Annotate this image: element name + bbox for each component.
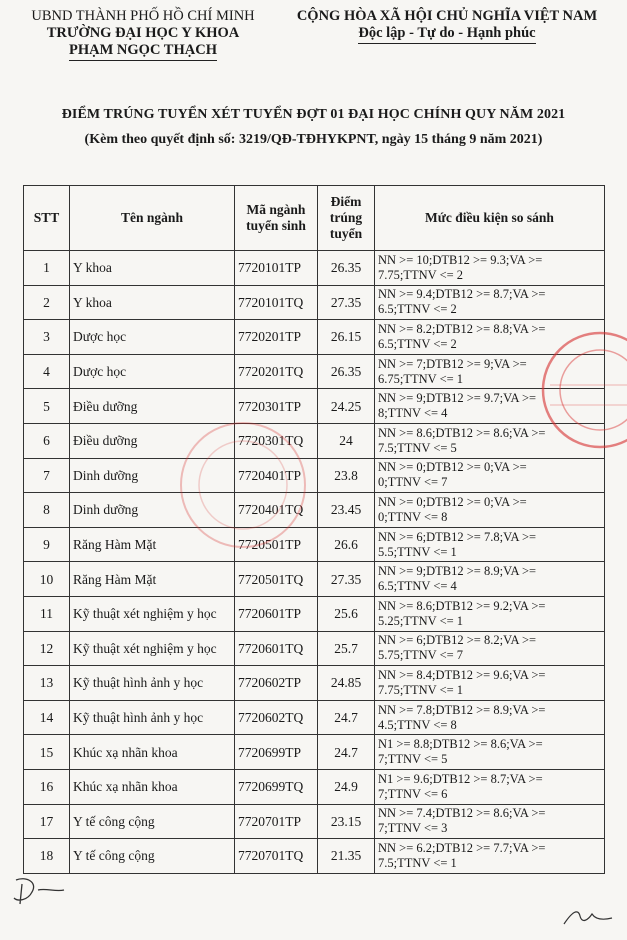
row-stt: 2 <box>24 285 70 320</box>
row-program-code: 7720301TP <box>235 389 318 424</box>
row-program-code: 7720501TP <box>235 527 318 562</box>
issuer-line-2: TRƯỜNG ĐẠI HỌC Y KHOA <box>46 25 240 41</box>
table-row <box>24 596 605 631</box>
row-stt: 3 <box>24 320 70 355</box>
table-row <box>24 839 605 874</box>
row-condition <box>375 354 605 389</box>
row-stt: 8 <box>24 493 70 528</box>
condition-line-1: NN >= 8.6;DTB12 >= 9.2;VA >= <box>378 598 546 613</box>
table-row <box>24 562 605 597</box>
row-program-code: 7720301TQ <box>235 423 318 458</box>
row-condition <box>375 389 605 424</box>
row-cutoff-score: 26.15 <box>318 320 375 355</box>
row-program-name: Y tế công cộng <box>70 804 235 839</box>
condition-line-1: NN >= 9.4;DTB12 >= 8.7;VA >= <box>378 287 546 302</box>
condition-line-1: NN >= 8.2;DTB12 >= 8.8;VA >= <box>378 321 546 336</box>
condition-line-2: 5.75;TTNV <= 7 <box>378 648 464 663</box>
row-cutoff-score: 21.35 <box>318 839 375 874</box>
condition-line-2: 8;TTNV <= 4 <box>378 406 448 421</box>
row-stt: 12 <box>24 631 70 666</box>
row-cutoff-score: 24.7 <box>318 700 375 735</box>
table-row <box>24 769 605 804</box>
issuer-line-3: PHẠM NGỌC THẠCH <box>69 42 217 61</box>
condition-line-1: NN >= 9;DTB12 >= 9.7;VA >= <box>378 391 537 406</box>
row-cutoff-score: 23.45 <box>318 493 375 528</box>
row-program-code: 7720101TQ <box>235 285 318 320</box>
row-cutoff-score: 24.25 <box>318 389 375 424</box>
table-row <box>24 735 605 770</box>
row-condition <box>375 562 605 597</box>
row-program-code: 7720602TQ <box>235 700 318 735</box>
condition-line-2: 7;TTNV <= 5 <box>378 752 448 767</box>
row-cutoff-score: 26.6 <box>318 527 375 562</box>
row-program-name: Y khoa <box>70 285 235 320</box>
national-title: CỘNG HÒA XÃ HỘI CHỦ NGHĨA VIỆT NAM <box>296 8 598 24</box>
row-cutoff-score: 26.35 <box>318 251 375 286</box>
condition-line-2: 0;TTNV <= 8 <box>378 509 448 524</box>
row-cutoff-score: 27.35 <box>318 285 375 320</box>
row-program-name: Điều dưỡng <box>70 389 235 424</box>
condition-line-2: 6.5;TTNV <= 4 <box>378 579 457 594</box>
row-condition <box>375 666 605 701</box>
admission-score-table <box>23 185 605 874</box>
row-stt: 17 <box>24 804 70 839</box>
condition-line-2: 7;TTNV <= 3 <box>378 821 448 836</box>
row-condition <box>375 493 605 528</box>
national-header <box>282 8 612 44</box>
row-program-name: Kỹ thuật hình ảnh y học <box>70 666 235 701</box>
row-condition <box>375 631 605 666</box>
row-condition <box>375 251 605 286</box>
condition-line-1: NN >= 6;DTB12 >= 7.8;VA >= <box>378 529 537 544</box>
row-program-code: 7720701TQ <box>235 839 318 874</box>
condition-line-2: 0;TTNV <= 7 <box>378 475 448 490</box>
col-header-condition: Mức điều kiện so sánh <box>375 186 605 251</box>
row-program-name: Dược học <box>70 354 235 389</box>
row-program-name: Kỹ thuật hình ảnh y học <box>70 700 235 735</box>
row-condition <box>375 804 605 839</box>
table-row <box>24 666 605 701</box>
row-program-code: 7720401TP <box>235 458 318 493</box>
condition-line-2: 7.75;TTNV <= 1 <box>378 682 464 697</box>
table-row <box>24 251 605 286</box>
row-cutoff-score: 27.35 <box>318 562 375 597</box>
row-cutoff-score: 25.6 <box>318 596 375 631</box>
row-stt: 15 <box>24 735 70 770</box>
row-program-name: Dinh dưỡng <box>70 493 235 528</box>
row-stt: 4 <box>24 354 70 389</box>
table-row <box>24 527 605 562</box>
row-stt: 6 <box>24 423 70 458</box>
condition-line-1: NN >= 6;DTB12 >= 8.2;VA >= <box>378 633 537 648</box>
condition-line-1: NN >= 8.4;DTB12 >= 9.6;VA >= <box>378 667 546 682</box>
table-row <box>24 423 605 458</box>
condition-line-1: NN >= 0;DTB12 >= 0;VA >= <box>378 494 527 509</box>
row-stt: 5 <box>24 389 70 424</box>
row-condition <box>375 285 605 320</box>
row-cutoff-score: 23.15 <box>318 804 375 839</box>
table-header-row <box>24 186 605 251</box>
row-condition <box>375 527 605 562</box>
row-program-code: 7720699TQ <box>235 769 318 804</box>
condition-line-1: NN >= 7;DTB12 >= 9;VA >= <box>378 356 527 371</box>
row-program-name: Dinh dưỡng <box>70 458 235 493</box>
row-condition <box>375 596 605 631</box>
row-cutoff-score: 24.9 <box>318 769 375 804</box>
table-row <box>24 700 605 735</box>
condition-line-1: NN >= 10;DTB12 >= 9.3;VA >= <box>378 252 543 267</box>
condition-line-1: N1 >= 8.8;DTB12 >= 8.6;VA >= <box>378 737 543 752</box>
issuer-header <box>12 8 274 61</box>
row-program-name: Kỹ thuật xét nghiệm y học <box>70 596 235 631</box>
table-row <box>24 631 605 666</box>
row-stt: 7 <box>24 458 70 493</box>
row-program-name: Khúc xạ nhãn khoa <box>70 769 235 804</box>
row-program-name: Kỹ thuật xét nghiệm y học <box>70 631 235 666</box>
row-condition <box>375 769 605 804</box>
condition-line-2: 5.5;TTNV <= 1 <box>378 544 457 559</box>
row-program-name: Điều dưỡng <box>70 423 235 458</box>
row-program-name: Dược học <box>70 320 235 355</box>
national-motto: Độc lập - Tự do - Hạnh phúc <box>358 25 535 44</box>
document-subtitle: (Kèm theo quyết định số: 3219/QĐ-TĐHYKPNT, ngày 15 tháng 9 năm 2021) <box>84 132 543 147</box>
table-row <box>24 493 605 528</box>
row-stt: 13 <box>24 666 70 701</box>
row-stt: 18 <box>24 839 70 874</box>
col-header-code: Mã ngành tuyển sinh <box>235 186 318 251</box>
row-cutoff-score: 24.85 <box>318 666 375 701</box>
table-row <box>24 804 605 839</box>
row-stt: 1 <box>24 251 70 286</box>
row-program-code: 7720501TQ <box>235 562 318 597</box>
row-condition <box>375 735 605 770</box>
row-program-code: 7720601TQ <box>235 631 318 666</box>
row-program-code: 7720601TP <box>235 596 318 631</box>
condition-line-2: 6.5;TTNV <= 2 <box>378 302 457 317</box>
condition-line-2: 5.25;TTNV <= 1 <box>378 613 464 628</box>
col-header-stt: STT <box>24 186 70 251</box>
row-program-name: Răng Hàm Mặt <box>70 527 235 562</box>
row-program-name: Khúc xạ nhãn khoa <box>70 735 235 770</box>
row-program-name: Y khoa <box>70 251 235 286</box>
row-program-name: Y tế công cộng <box>70 839 235 874</box>
row-program-code: 7720701TP <box>235 804 318 839</box>
issuer-line-1: UBND THÀNH PHỐ HỒ CHÍ MINH <box>31 8 255 24</box>
col-header-score: Điểm trúng tuyển <box>318 186 375 251</box>
signature-left-icon <box>8 870 68 910</box>
table-row <box>24 389 605 424</box>
row-cutoff-score: 24 <box>318 423 375 458</box>
row-program-code: 7720602TP <box>235 666 318 701</box>
condition-line-2: 6.5;TTNV <= 2 <box>378 336 457 351</box>
condition-line-1: NN >= 7.4;DTB12 >= 8.6;VA >= <box>378 806 546 821</box>
signature-right-icon <box>560 902 615 932</box>
row-program-code: 7720401TQ <box>235 493 318 528</box>
row-stt: 16 <box>24 769 70 804</box>
row-cutoff-score: 26.35 <box>318 354 375 389</box>
row-condition <box>375 423 605 458</box>
condition-line-2: 7.5;TTNV <= 5 <box>378 440 457 455</box>
row-stt: 9 <box>24 527 70 562</box>
row-program-code: 7720201TP <box>235 320 318 355</box>
table-row <box>24 285 605 320</box>
row-stt: 11 <box>24 596 70 631</box>
row-condition <box>375 700 605 735</box>
condition-line-1: NN >= 7.8;DTB12 >= 8.9;VA >= <box>378 702 546 717</box>
row-condition <box>375 320 605 355</box>
row-program-name: Răng Hàm Mặt <box>70 562 235 597</box>
condition-line-1: NN >= 9;DTB12 >= 8.9;VA >= <box>378 564 537 579</box>
row-program-code: 7720699TP <box>235 735 318 770</box>
table-row <box>24 458 605 493</box>
condition-line-1: NN >= 6.2;DTB12 >= 7.7;VA >= <box>378 840 546 855</box>
condition-line-2: 7.75;TTNV <= 2 <box>378 267 464 282</box>
condition-line-2: 7.5;TTNV <= 1 <box>378 855 457 870</box>
row-condition <box>375 458 605 493</box>
row-cutoff-score: 25.7 <box>318 631 375 666</box>
row-cutoff-score: 23.8 <box>318 458 375 493</box>
table-row <box>24 320 605 355</box>
row-program-code: 7720101TP <box>235 251 318 286</box>
row-stt: 14 <box>24 700 70 735</box>
table-row <box>24 354 605 389</box>
row-condition <box>375 839 605 874</box>
row-cutoff-score: 24.7 <box>318 735 375 770</box>
condition-line-2: 4.5;TTNV <= 8 <box>378 717 457 732</box>
row-stt: 10 <box>24 562 70 597</box>
row-program-code: 7720201TQ <box>235 354 318 389</box>
condition-line-2: 7;TTNV <= 6 <box>378 786 448 801</box>
condition-line-1: NN >= 0;DTB12 >= 0;VA >= <box>378 460 527 475</box>
condition-line-1: N1 >= 9.6;DTB12 >= 8.7;VA >= <box>378 771 543 786</box>
document-title: ĐIỂM TRÚNG TUYỂN XÉT TUYỂN ĐỢT 01 ĐẠI HỌC CHÍNH QUY NĂM 2021 <box>61 107 566 122</box>
col-header-name: Tên ngành <box>70 186 235 251</box>
condition-line-1: NN >= 8.6;DTB12 >= 8.6;VA >= <box>378 425 546 440</box>
condition-line-2: 6.75;TTNV <= 1 <box>378 371 464 386</box>
